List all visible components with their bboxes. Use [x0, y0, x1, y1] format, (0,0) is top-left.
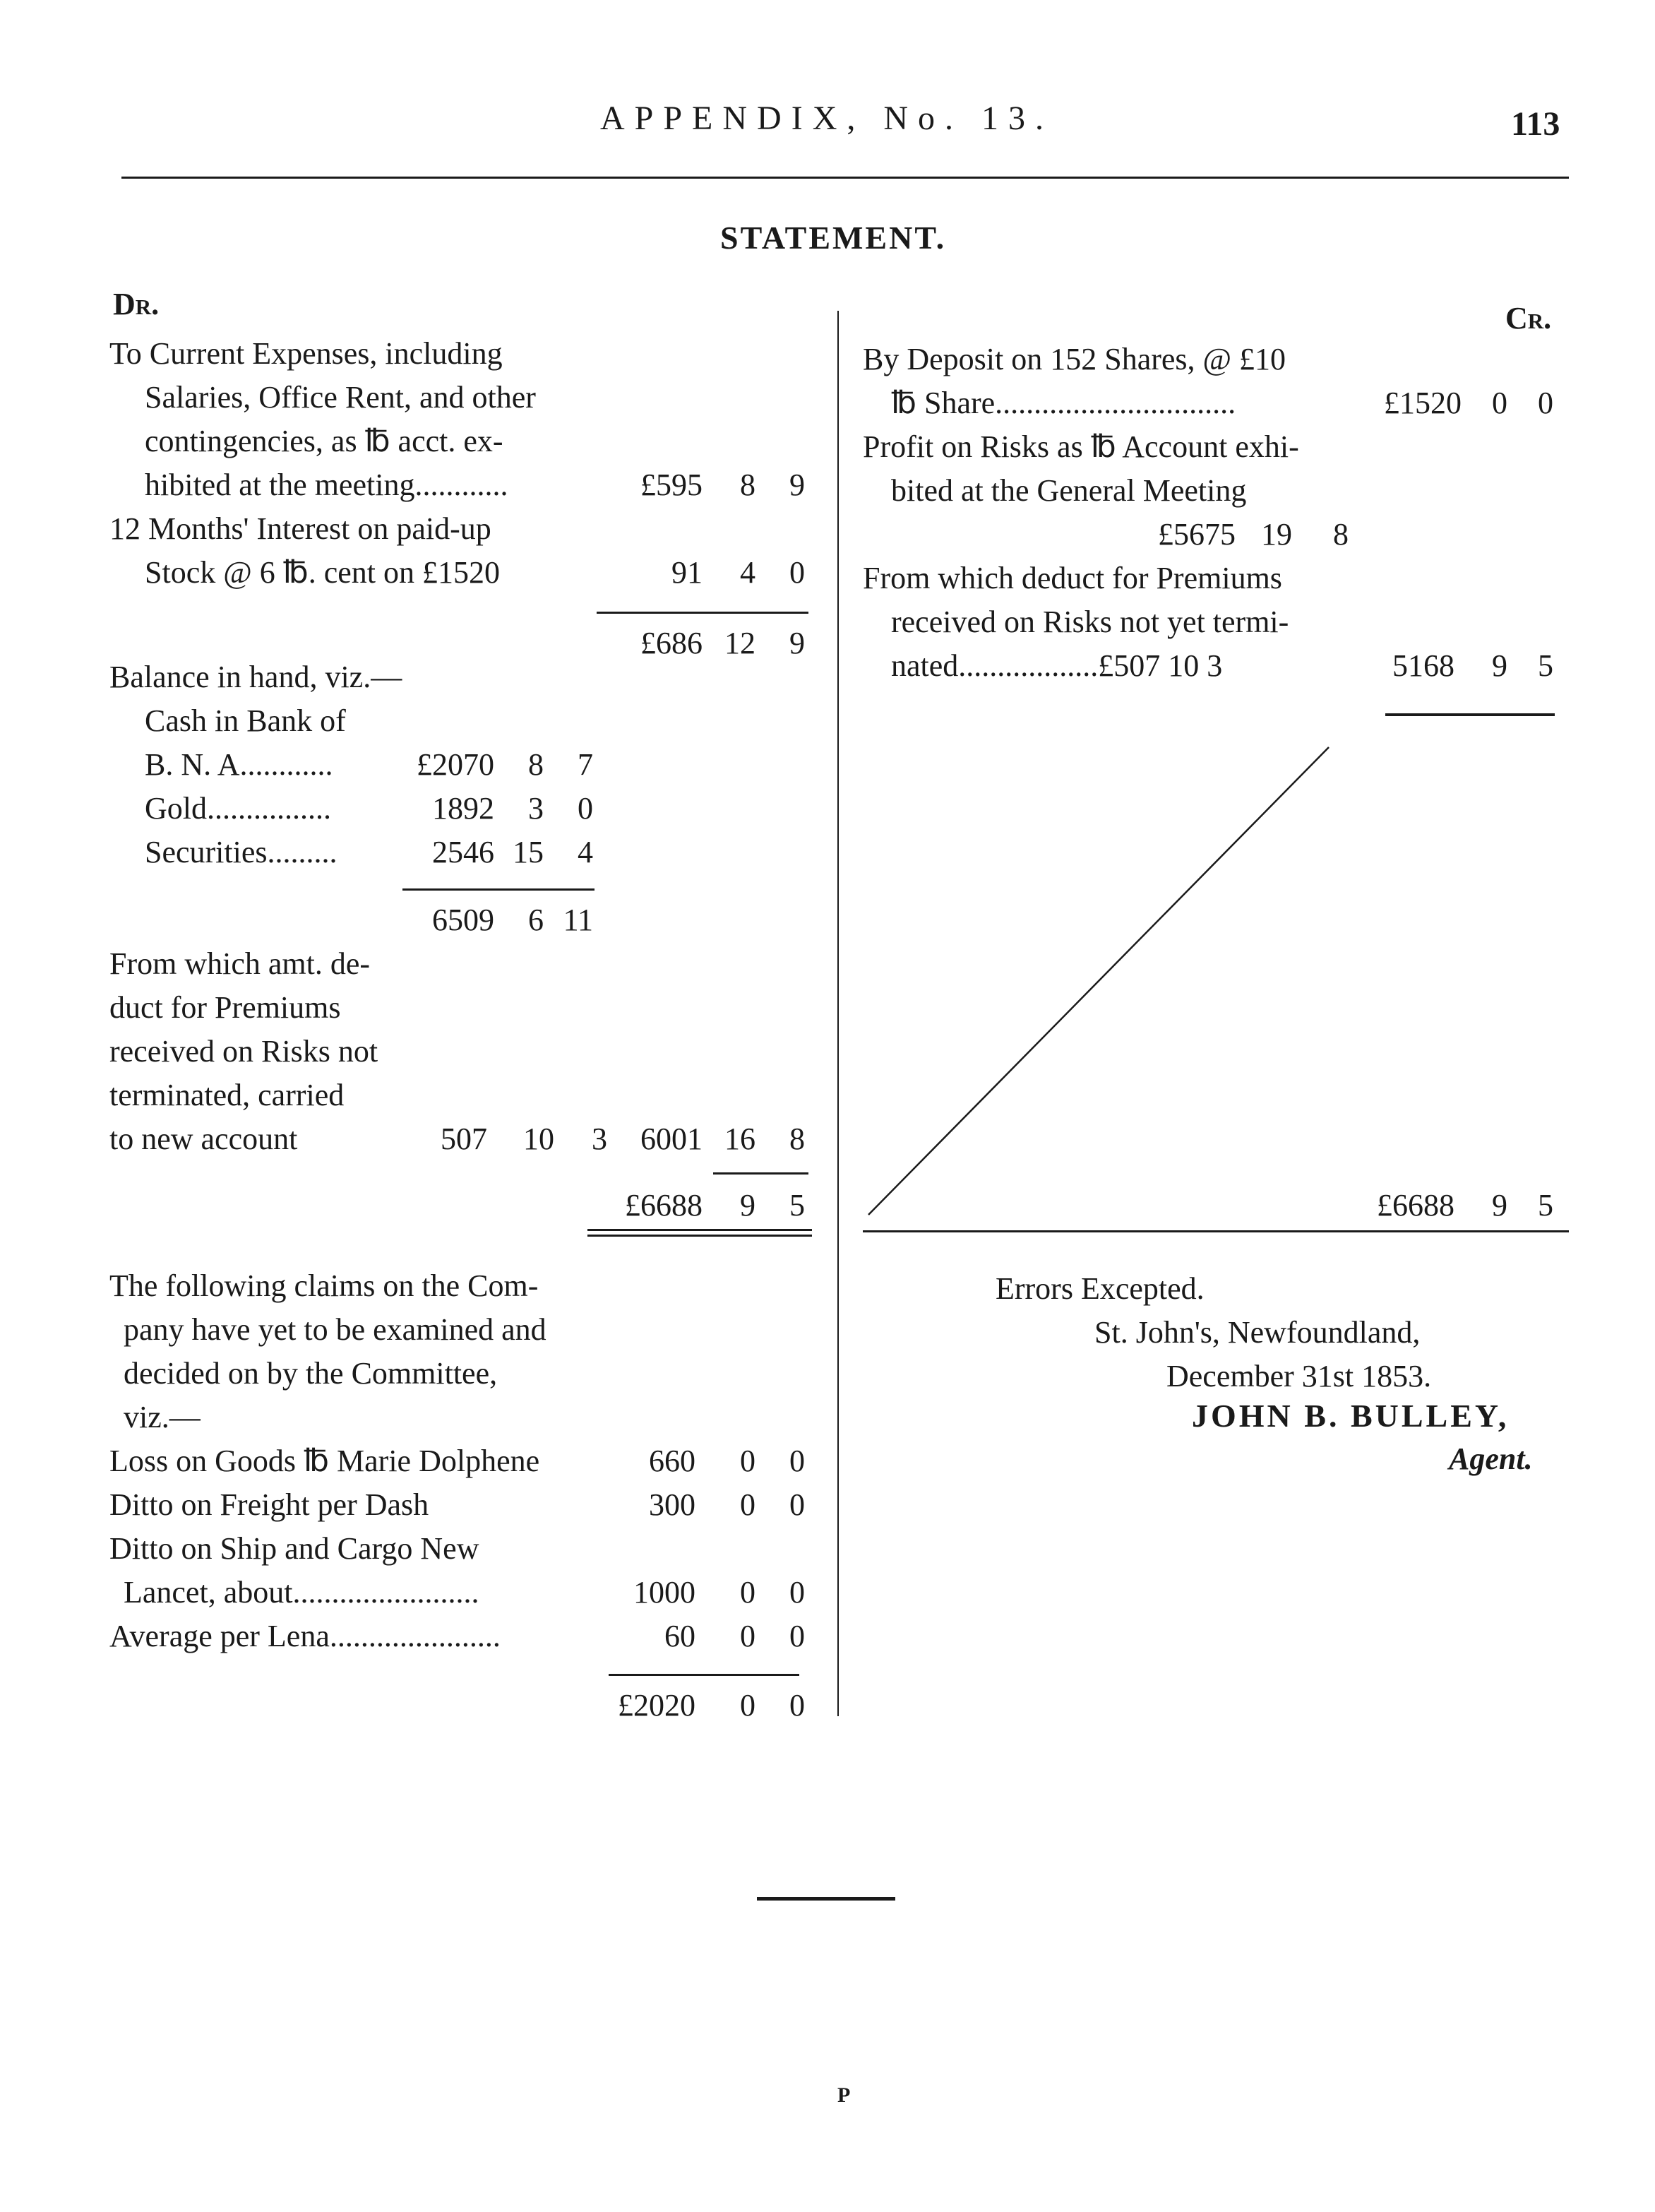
balance-sum-shillings: 6	[528, 903, 544, 937]
balance-item-shillings: 3	[528, 791, 544, 826]
claim-item-shillings: 0	[740, 1575, 755, 1610]
premiums-net-pence: 5	[1538, 648, 1553, 683]
deduction-shillings: 10	[523, 1122, 554, 1156]
expenses-line-1: To Current Expenses, including	[109, 336, 503, 371]
claim-item-shillings: 0	[740, 1619, 755, 1653]
credit-heading: Cr.	[1505, 301, 1552, 335]
diagonal-cancel-line	[861, 742, 1342, 1222]
balance-item-shillings: 15	[513, 835, 544, 869]
credit-subtotal-rule	[1385, 713, 1555, 716]
credit-total-shillings: 9	[1492, 1188, 1507, 1223]
subtotal-shillings: 12	[724, 626, 755, 660]
deduction-line-3: received on Risks not	[109, 1034, 378, 1069]
expenses-shillings: 8	[740, 468, 755, 502]
claim-item-pence: 0	[789, 1487, 805, 1522]
balance-item-pence: 4	[578, 835, 593, 869]
claims-intro-2: pany have yet to be examined and	[124, 1312, 546, 1347]
balance-item-label: Securities.........	[145, 835, 337, 869]
claim-item-label-cont: Lancet, about........................	[124, 1575, 479, 1610]
balance-item-shillings: 8	[528, 747, 544, 782]
claims-intro-3: decided on by the Committee,	[124, 1356, 498, 1391]
profit-pounds: £5675	[1158, 517, 1236, 552]
balance-sum-pounds: 6509	[432, 903, 494, 937]
deposit-shillings: 0	[1492, 386, 1507, 420]
claim-item-pence: 0	[789, 1575, 805, 1610]
deposit-line-2: ℔ Share...............................	[891, 386, 1236, 420]
debit-heading: Dr.	[113, 287, 160, 321]
balance-line-1: Balance in hand, viz.—	[109, 660, 402, 694]
claims-total-pence: 0	[789, 1688, 805, 1723]
subtotal-pounds: £686	[640, 626, 703, 660]
credit-total-pounds: £6688	[1377, 1188, 1454, 1223]
claims-intro-1: The following claims on the Com-	[109, 1268, 539, 1303]
profit-line-2: bited at the General Meeting	[891, 473, 1247, 508]
interest-line-2: Stock @ 6 ℔. cent on £1520	[145, 555, 501, 590]
balance-sum-pence: 11	[563, 903, 593, 937]
deduction-pounds: 507	[441, 1122, 487, 1156]
debit-total-double-rule-1	[587, 1229, 812, 1231]
premiums-net-shillings: 9	[1492, 648, 1507, 683]
profit-pence: 8	[1333, 517, 1349, 552]
profit-line-1: Profit on Risks as ℔ Account exhi-	[863, 429, 1299, 464]
premiums-line-3: nated..................£507 10 3	[891, 648, 1223, 683]
debit-total-shillings: 9	[740, 1188, 755, 1223]
net-shillings: 16	[724, 1122, 755, 1156]
net-pounds: 6001	[640, 1122, 703, 1156]
deduction-line-2: duct for Premiums	[109, 990, 341, 1025]
balance-item-pence: 7	[578, 747, 593, 782]
claims-total-shillings: 0	[740, 1688, 755, 1723]
claim-item-pounds: 300	[649, 1487, 695, 1522]
balance-line-2: Cash in Bank of	[145, 703, 346, 738]
claim-item-label: Loss on Goods ℔ Marie Dolphene	[109, 1444, 540, 1478]
expenses-pence: 9	[789, 468, 805, 502]
claim-item-pounds: 1000	[633, 1575, 695, 1610]
deposit-line-1: By Deposit on 152 Shares, @ £10	[863, 342, 1286, 376]
interest-pence: 0	[789, 555, 805, 590]
balance-sum-rule	[402, 888, 595, 891]
balance-item-pounds: 2546	[432, 835, 494, 869]
interest-pounds: 91	[671, 555, 703, 590]
claims-intro-4: viz.—	[124, 1400, 201, 1434]
deposit-pounds: £1520	[1384, 386, 1462, 420]
balance-item-pounds: 1892	[432, 791, 494, 826]
interest-line-1: 12 Months' Interest on paid-up	[109, 511, 491, 546]
agent-name: JOHN B. BULLEY,	[1192, 1398, 1510, 1434]
balance-item-pence: 0	[578, 791, 593, 826]
debit-total-double-rule-2	[587, 1235, 812, 1237]
column-divider	[837, 311, 839, 1716]
profit-shillings: 19	[1261, 517, 1292, 552]
errors-excepted: Errors Excepted.	[996, 1271, 1205, 1306]
statement-title: STATEMENT.	[720, 220, 947, 256]
claim-item-shillings: 0	[740, 1487, 755, 1522]
claim-item-pounds: 60	[664, 1619, 695, 1653]
balance-item-label: B. N. A............	[145, 747, 333, 782]
debit-total-pounds: £6688	[625, 1188, 703, 1223]
claim-item-label: Ditto on Ship and Cargo New	[109, 1531, 479, 1566]
expenses-line-3: contingencies, as ℔ acct. ex-	[145, 424, 503, 458]
expenses-line-2: Salaries, Office Rent, and other	[145, 380, 536, 415]
premiums-net-pounds: 5168	[1392, 648, 1454, 683]
debit-total-pence: 5	[789, 1188, 805, 1223]
subtotal-pence: 9	[789, 626, 805, 660]
debit-total-rule	[713, 1172, 808, 1175]
subtotal-rule	[597, 612, 808, 614]
interest-shillings: 4	[740, 555, 755, 590]
deposit-pence: 0	[1538, 386, 1553, 420]
agent-title: Agent.	[1449, 1441, 1533, 1476]
running-title: APPENDIX, No. 13.	[600, 100, 1054, 137]
balance-item-label: Gold................	[145, 791, 331, 826]
credit-total-pence: 5	[1538, 1188, 1553, 1223]
claims-total-pounds: £2020	[618, 1688, 695, 1723]
closing-rule	[757, 1897, 895, 1901]
deduction-line-1: From which amt. de-	[109, 946, 371, 981]
expenses-line-4: hibited at the meeting............	[145, 468, 508, 502]
premiums-line-1: From which deduct for Premiums	[863, 561, 1282, 595]
claim-item-pence: 0	[789, 1619, 805, 1653]
signature-date: December 31st 1853.	[1166, 1359, 1432, 1393]
deduction-line-4: terminated, carried	[109, 1078, 345, 1112]
premiums-line-2: received on Risks not yet termi-	[891, 605, 1289, 639]
claim-item-pounds: 660	[649, 1444, 695, 1478]
claims-total-rule	[609, 1674, 799, 1676]
claim-item-shillings: 0	[740, 1444, 755, 1478]
deduction-line-5: to new account	[109, 1122, 298, 1156]
deduction-pence: 3	[592, 1122, 607, 1156]
page-number: 113	[1511, 105, 1560, 143]
header-rule	[121, 177, 1569, 179]
claim-item-label: Average per Lena......................	[109, 1619, 501, 1653]
claim-item-label: Ditto on Freight per Dash	[109, 1487, 429, 1522]
credit-total-rule	[863, 1230, 1569, 1232]
net-pence: 8	[789, 1122, 805, 1156]
claim-item-pence: 0	[789, 1444, 805, 1478]
expenses-pounds: £595	[640, 468, 703, 502]
balance-item-pounds: £2070	[417, 747, 494, 782]
printer-signature-mark: P	[837, 2083, 851, 2107]
signature-place: St. John's, Newfoundland,	[1094, 1315, 1421, 1350]
